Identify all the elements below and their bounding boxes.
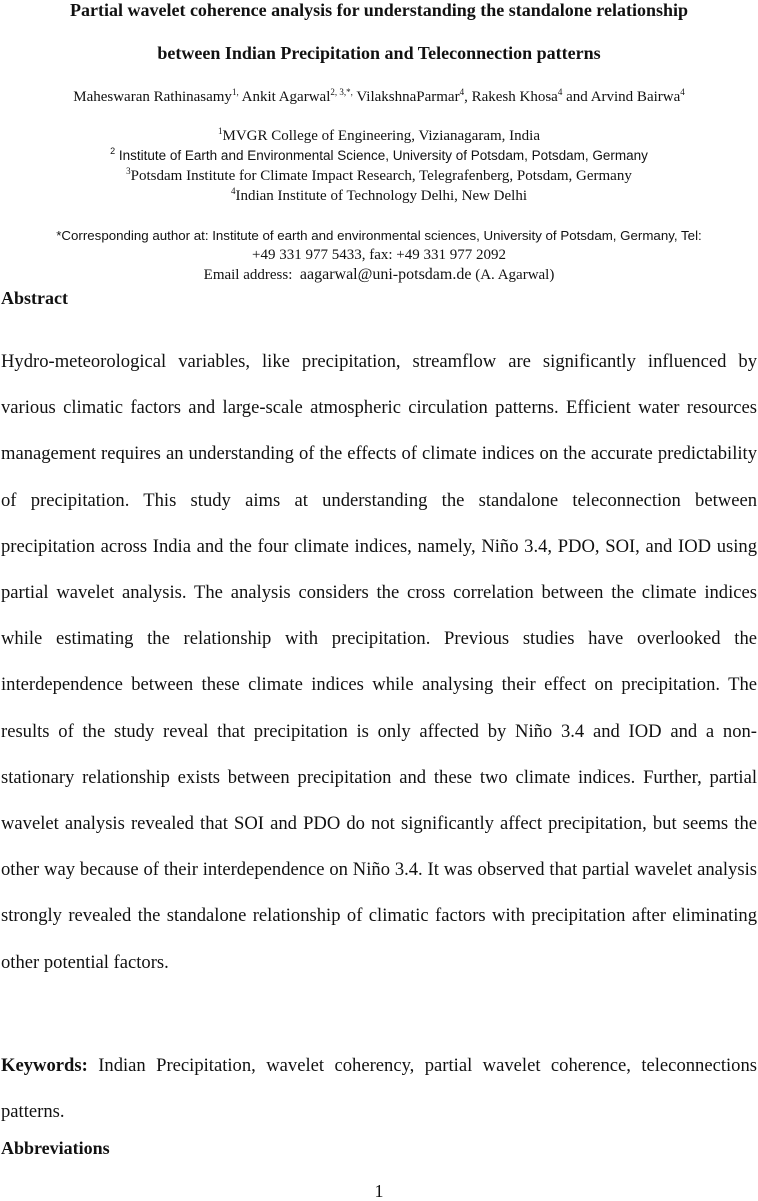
author-name: VilakshnaParmar <box>356 89 460 105</box>
author-name: Maheswaran Rathinasamy <box>73 89 232 105</box>
keywords-text: Indian Precipitation, wavelet coherency, partial wavelet coherence, teleconnections patterns. <box>1 1055 757 1123</box>
affiliation-1: $^1$MVGR College of Engineering, Vizianagaram, India <box>218 126 540 144</box>
paper-title-line-1: Partial wavelet coherence analysis for understanding the standalone relationship <box>69 0 688 20</box>
affiliation-3: $^3$Potsdam Institute for Climate Impact Research, Telegrafenberg, Potsdam, Germany <box>126 166 632 184</box>
page-number: 1 <box>374 1181 384 1201</box>
keywords <box>1 1043 757 1135</box>
corresponding-author-line: *Corresponding author at: Institute of earth and environmental sciences, University of Potsdam, Germany, Tel: <box>56 228 702 243</box>
email-address[interactable]: aagarwal@uni-potsdam.de <box>299 266 472 283</box>
paper-title-line-2: between Indian Precipitation and Teleconnection patterns <box>157 43 601 63</box>
author-affiliation-marker: 4 <box>680 87 685 97</box>
author-list: Maheswaran Rathinasamy$^{1,}$ Ankit Agarwal$^{2, 3,*,}$ VilakshnaParmar$^4$, Rakesh Khosa$^4$ and Arvind Bairwa$^4$ <box>73 87 685 105</box>
email-line <box>0 266 758 284</box>
keywords-label: Keywords: <box>1 1055 88 1076</box>
corresponding-author-phone: +49 331 977 5433, fax: +49 331 977 2092 <box>252 247 506 263</box>
abbreviations-heading: Abbreviations <box>1 1138 110 1158</box>
abstract-text: Hydro-meteorological variables, like precipitation, streamflow are significantly influenced by various climatic factors and large-scale atmospheric circulation patterns. Efficient water resources management requires an understanding of the effects of climate indices on the accurate predictability of precipitation. This study aims at understanding the standalone teleconnection between precipitation across India and the four climate indices, namely, Niño 3.4, PDO, SOI, and IOD using partial wavelet analysis. The analysis considers the cross correlation between the climate indices while estimating the relationship with precipitation. Previous studies have overlooked the interdependence between these climate indices while analysing their effect on precipitation. The results of the study reveal that precipitation is only affected by Niño 3.4 and IOD and a non-stationary relationship exists between precipitation and these two climate indices. Further, partial wavelet analysis revealed that SOI and PDO do not significantly affect precipitation, but seems the other way because of their interdependence on Niño 3.4. It was observed that partial wavelet analysis strongly revealed the standalone relationship of climatic factors with precipitation after eliminating other potential factors. <box>1 351 757 973</box>
email-label: Email address: <box>203 267 293 283</box>
email-note: (A. Agarwal) <box>475 267 555 283</box>
author-name: Ankit Agarwal <box>241 89 331 105</box>
author-affiliation-marker: 1, <box>231 87 239 97</box>
author-name: Rakesh Khosa <box>471 89 558 105</box>
affiliation-4: $^4$Indian Institute of Technology Delhi, New Delhi <box>230 186 528 204</box>
author-affiliation-marker: 4 <box>557 87 563 97</box>
author-name: Arvind Bairwa <box>590 89 681 105</box>
abstract-heading: Abstract <box>1 288 68 308</box>
author-affiliation-marker: 4 <box>459 87 465 97</box>
affiliation-2: $^2$ Institute of Earth and Environmental Science, University of Potsdam, Potsdam, Germany <box>110 146 648 163</box>
abstract-body <box>1 339 757 986</box>
author-affiliation-marker: 2, 3,*, <box>330 87 353 97</box>
